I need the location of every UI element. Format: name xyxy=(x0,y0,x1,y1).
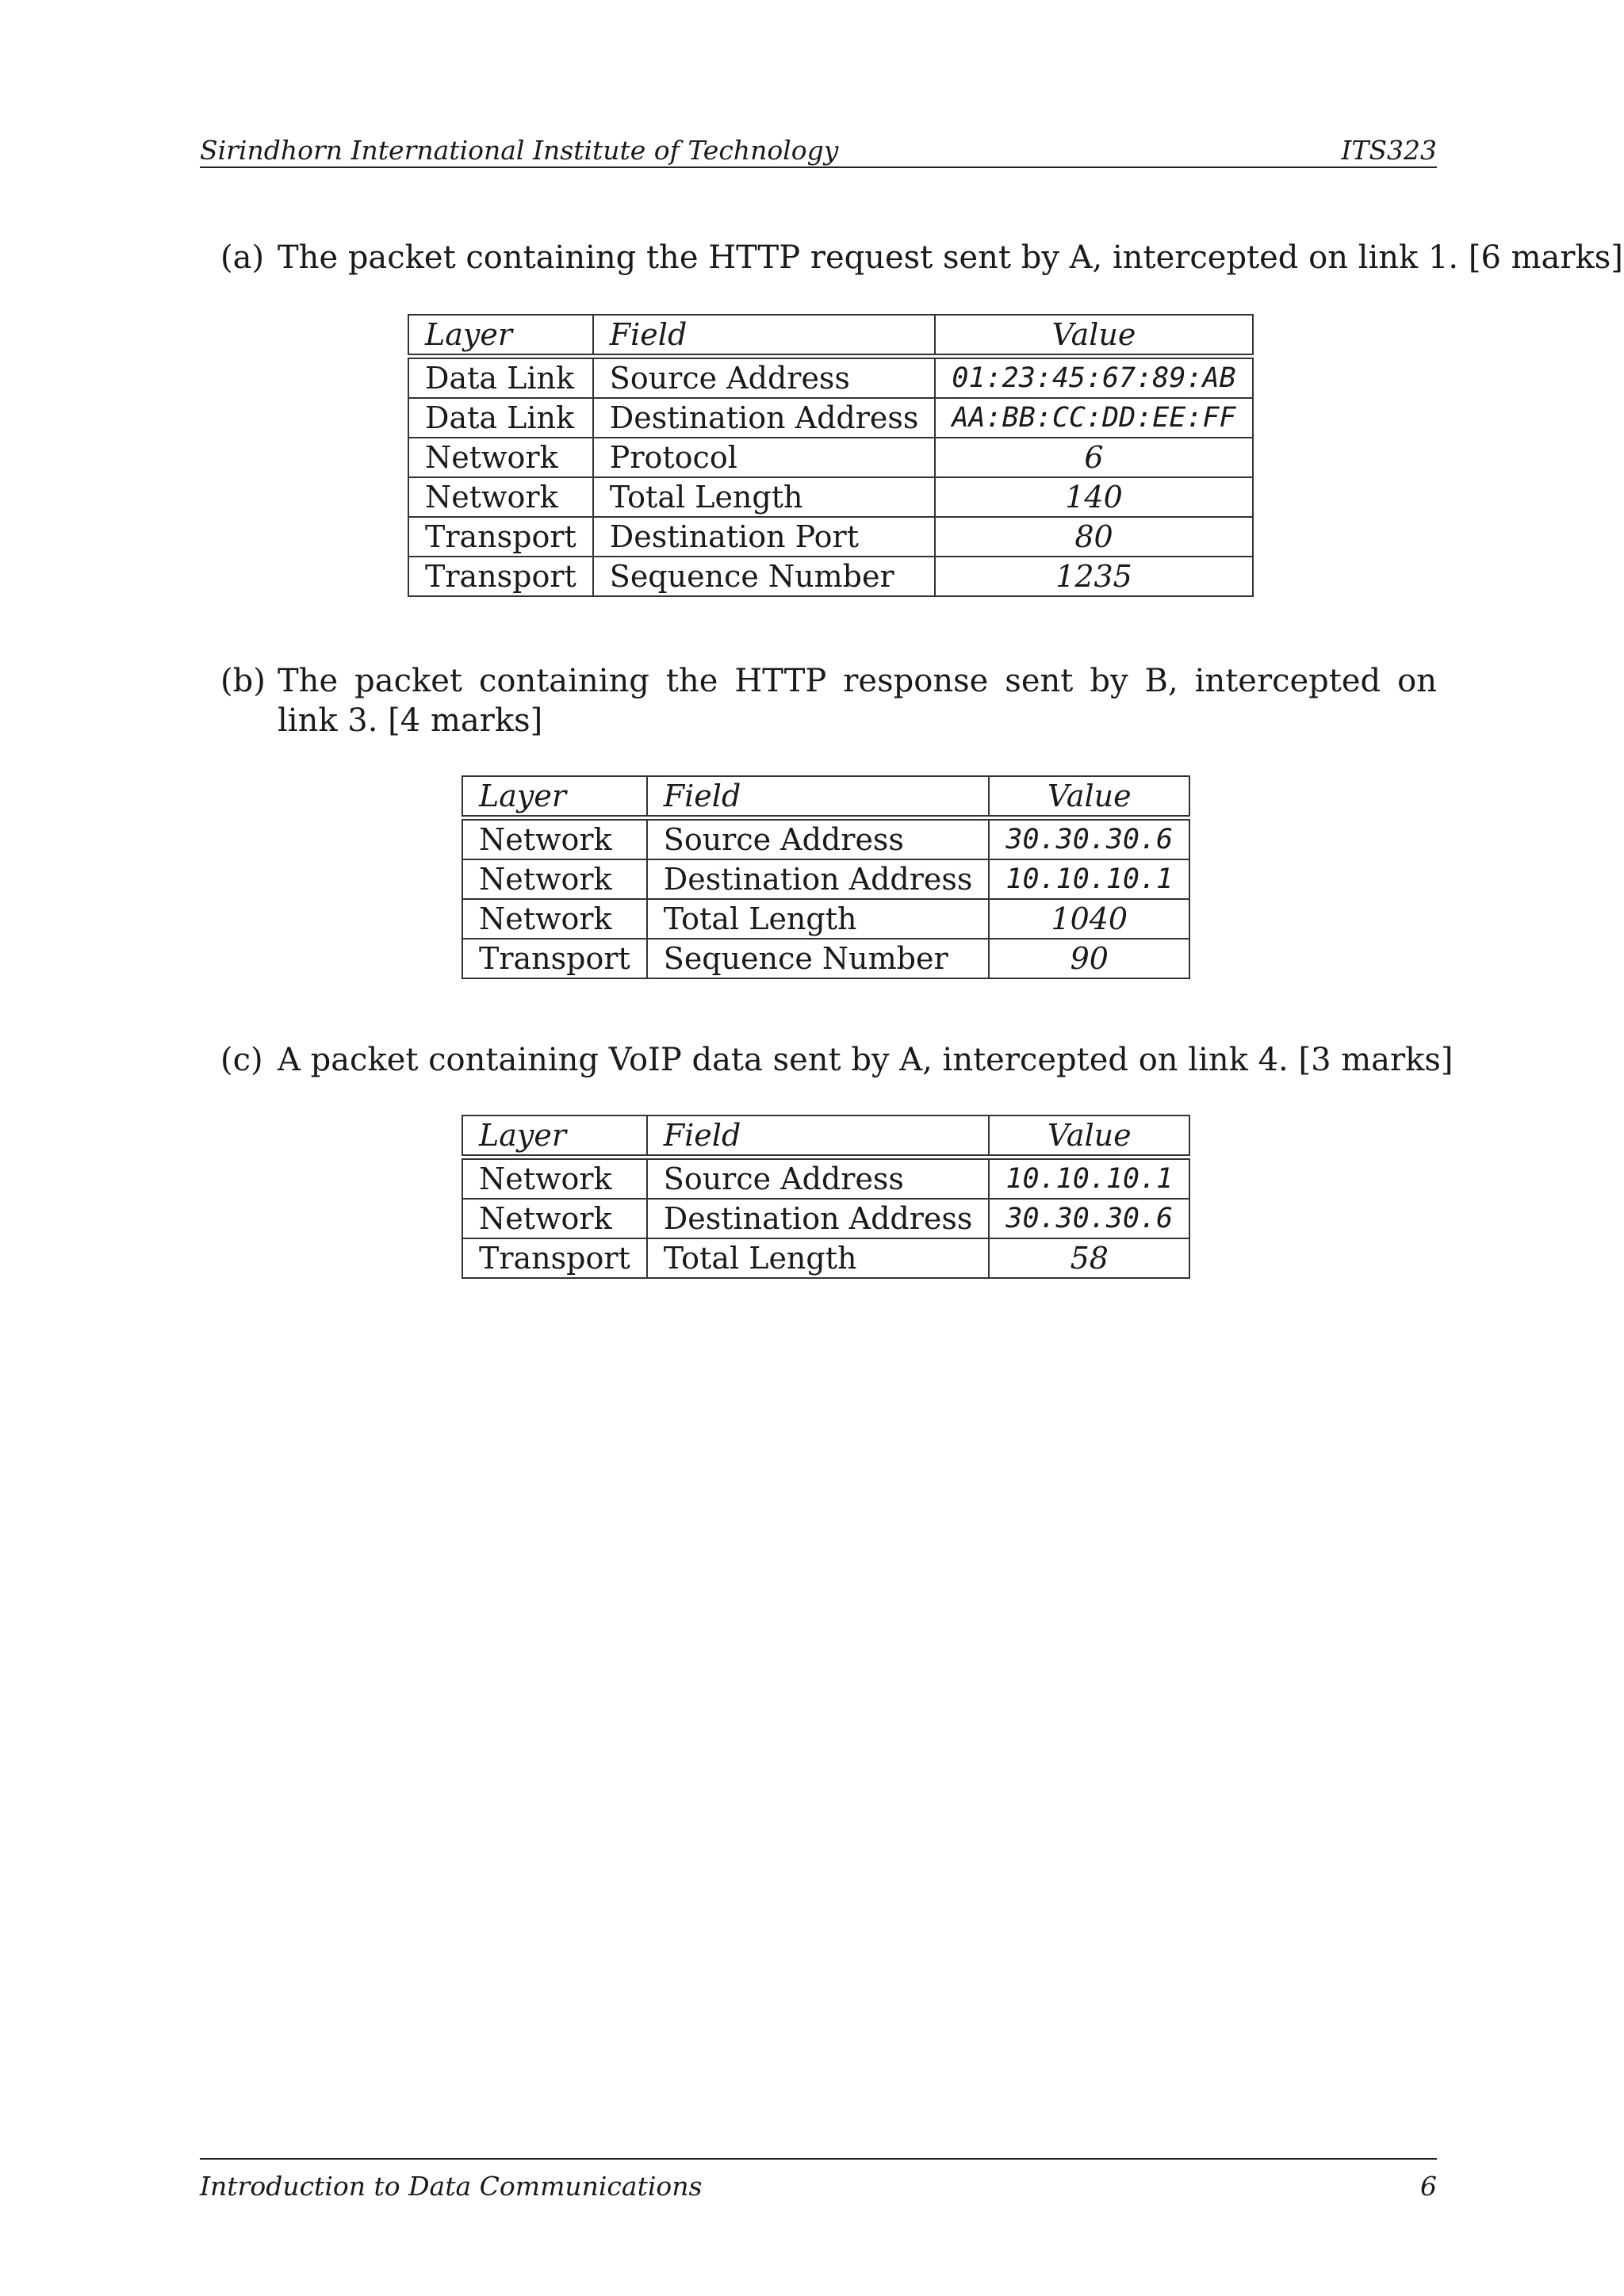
column-header-value: Value xyxy=(935,315,1252,357)
field-cell: Destination Port xyxy=(593,517,936,557)
table-row xyxy=(462,899,1189,939)
field-cell: Source Address xyxy=(647,818,990,860)
column-header-layer: Layer xyxy=(462,1115,647,1158)
table-row xyxy=(408,517,1253,557)
item-label: (c) xyxy=(220,1042,263,1078)
table-row xyxy=(462,939,1189,978)
field-cell: Total Length xyxy=(647,1238,990,1278)
layer-cell: Network xyxy=(462,818,647,860)
table-row xyxy=(462,1199,1189,1238)
column-header-field: Field xyxy=(647,776,990,818)
layer-cell: Data Link xyxy=(408,398,593,438)
packet-table-c xyxy=(462,1115,1190,1279)
item-label: (b) xyxy=(220,663,266,699)
column-header-layer: Layer xyxy=(408,315,593,357)
field-cell: Destination Address xyxy=(593,398,936,438)
packet-table-b xyxy=(462,775,1190,979)
layer-cell: Network xyxy=(462,1199,647,1238)
field-cell: Protocol xyxy=(593,438,936,477)
table-header-row xyxy=(408,315,1253,357)
layer-cell: Network xyxy=(408,477,593,517)
item-text: The packet containing the HTTP response sent by B, intercepted on link 3. [4 marks] xyxy=(278,663,1437,739)
table-row xyxy=(408,438,1253,477)
value-cell: 10.10.10.1 xyxy=(989,1158,1189,1200)
column-header-field: Field xyxy=(647,1115,990,1158)
value-cell: 10.10.10.1 xyxy=(989,859,1189,899)
table-row xyxy=(462,818,1189,860)
value-cell: 6 xyxy=(935,438,1252,477)
table-row xyxy=(408,398,1253,438)
field-cell: Sequence Number xyxy=(593,557,936,596)
item-label: (a) xyxy=(220,239,265,276)
question-item-c xyxy=(220,1040,1454,1083)
question-item-b xyxy=(220,661,1437,744)
layer-cell: Transport xyxy=(408,557,593,596)
field-cell: Destination Address xyxy=(647,859,990,899)
value-cell: 1235 xyxy=(935,557,1252,596)
layer-cell: Data Link xyxy=(408,357,593,399)
table-row xyxy=(408,357,1253,399)
field-cell: Total Length xyxy=(593,477,936,517)
table-header-row xyxy=(462,776,1189,818)
column-header-layer: Layer xyxy=(462,776,647,818)
layer-cell: Network xyxy=(462,859,647,899)
table-row xyxy=(462,1238,1189,1278)
value-cell: 140 xyxy=(935,477,1252,517)
field-cell: Total Length xyxy=(647,899,990,939)
value-cell: 80 xyxy=(935,517,1252,557)
table-row xyxy=(408,477,1253,517)
layer-cell: Network xyxy=(462,899,647,939)
layer-cell: Transport xyxy=(462,1238,647,1278)
table-row xyxy=(462,1158,1189,1200)
table-header-row xyxy=(462,1115,1189,1158)
header-rule xyxy=(200,166,1437,168)
layer-cell: Network xyxy=(462,1158,647,1200)
footer-rule xyxy=(200,2158,1437,2160)
field-cell: Sequence Number xyxy=(647,939,990,978)
layer-cell: Transport xyxy=(462,939,647,978)
packet-table-a xyxy=(408,314,1254,597)
table-row xyxy=(408,557,1253,596)
column-header-value: Value xyxy=(989,1115,1189,1158)
item-text: A packet containing VoIP data sent by A, intercepted on link 4. [3 marks] xyxy=(278,1042,1454,1078)
column-header-field: Field xyxy=(593,315,936,357)
value-cell: 58 xyxy=(989,1238,1189,1278)
field-cell: Destination Address xyxy=(647,1199,990,1238)
field-cell: Source Address xyxy=(647,1158,990,1200)
value-cell: 01:23:45:67:89:AB xyxy=(935,357,1252,399)
table-row xyxy=(462,859,1189,899)
layer-cell: Network xyxy=(408,438,593,477)
value-cell: AA:BB:CC:DD:EE:FF xyxy=(935,398,1252,438)
value-cell: 30.30.30.6 xyxy=(989,1199,1189,1238)
value-cell: 30.30.30.6 xyxy=(989,818,1189,860)
item-text: The packet containing the HTTP request sent by A, intercepted on link 1. [6 marks] xyxy=(278,239,1623,276)
course-code: ITS323 xyxy=(1341,135,1437,166)
column-header-value: Value xyxy=(989,776,1189,818)
institution-name: Sirindhorn International Institute of Technology xyxy=(200,135,839,166)
course-title: Introduction to Data Communications xyxy=(200,2171,703,2202)
value-cell: 90 xyxy=(989,939,1189,978)
field-cell: Source Address xyxy=(593,357,936,399)
question-item-a xyxy=(220,238,1623,281)
value-cell: 1040 xyxy=(989,899,1189,939)
layer-cell: Transport xyxy=(408,517,593,557)
page-number: 6 xyxy=(1420,2171,1437,2202)
